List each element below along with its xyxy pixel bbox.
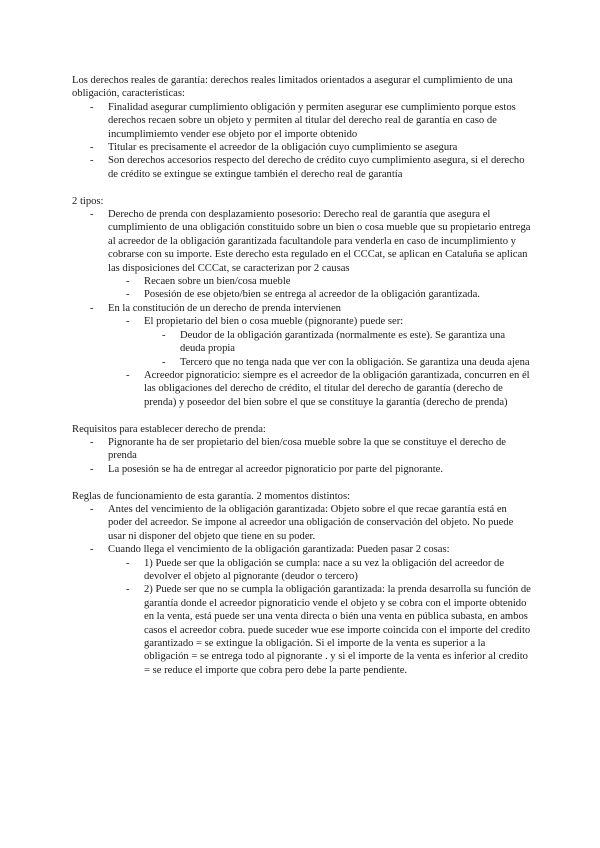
sublist <box>108 315 532 409</box>
bullet-dash: - <box>126 557 130 569</box>
reglas-section <box>72 490 532 678</box>
list-item-text: Son derechos accesorios respecto del derecho de crédito cuyo cumplimiento asegura, si el derecho de crédito se extingue se extingue también el derecho real de garantía <box>108 155 525 180</box>
list-item <box>72 302 532 409</box>
list-item-text: Posesión de ese objeto/bien se entrega al acreedor de la obligación garantizada. <box>144 289 480 301</box>
list-item <box>108 315 532 369</box>
paragraph-gap <box>72 476 532 489</box>
list-item <box>108 288 532 301</box>
list-item-text: En la constitución de un derecho de prenda intervienen <box>108 302 341 314</box>
list-item <box>72 543 532 677</box>
tipos-section <box>72 195 532 410</box>
bullet-dash: - <box>90 302 94 314</box>
list-item <box>108 583 532 677</box>
list-item <box>108 557 532 584</box>
bullet-dash: - <box>90 101 94 113</box>
bullet-dash: - <box>90 544 94 556</box>
bullet-dash: - <box>162 356 166 368</box>
list-item-text: 2) Puede ser que no se cumpla la obligación garantizada: la prenda desarrolla su función de garantía donde el acreedor pignoraticio vende el objeto y se cobra con el importe obtenido en la venta, está puede ser una venta directa o bién una venta en pública subasta, en ambos casos el acreedor cobra. puede suceder wue ese importe coincida con el importe del credito garantizado = se extingue la obligación. Si el importe de la venta es superior a la obligación = se entrega todo al pignorante . y si el importe de la venta es inferior al credito = se reduce el importe que cobra pero debe la parte pendiente. <box>144 584 531 676</box>
list-item-text: Pignorante ha de ser propietario del bien/cosa mueble sobre la que se constituye el derecho de prenda <box>108 436 507 462</box>
list-item <box>144 329 532 356</box>
bullet-dash: - <box>126 276 130 288</box>
list-item-text: Tercero que no tenga nada que ver con la obligación. Se garantiza una deuda ajena <box>180 356 530 368</box>
reglas-list <box>72 503 532 677</box>
intro-section <box>72 74 532 181</box>
paragraph-gap <box>72 181 532 194</box>
list-item-text: Finalidad asegurar cumplimiento obligación y permiten asegurar ese cumplimiento porque estos derechos recaen sobre un objeto y permiten al titular del derecho real de garantía en caso de incumplimiemto vender ese objeto por el importe obtenido <box>108 101 516 140</box>
list-item-text: Deudor de la obligación garantizada (normalmente es este). Se garantiza una deuda propia <box>180 329 506 355</box>
list-item-text: Antes del vencimiento de la obligación garantizada: Objeto sobre el que recae garantía está en poder del acreedor. Se impone al acreedor una obligación de conservación del objeto. No puede usar ni disponer del objeto que tiene en su poder. <box>108 503 514 542</box>
bullet-dash: - <box>162 329 166 341</box>
list-item-text: El propietario del bien o cosa mueble (pignorante) puede ser: <box>144 316 404 328</box>
list-item-text: Derecho de prenda con desplazamiento posesorio: Derecho real de garantía que asegura el cumplimiento de una obligación constituido sobre un bien o cosa mueble que su propietario entrega al acreedor de la obligación garantizada facultandole para venderla en caso de incumplimiento y cobrarse con su importe. Este derecho esta regulado en el CCCat, se aplican en Cataluña se aplican las disposiciones del CCCat, se caracterizan por 2 causas <box>108 209 531 274</box>
list-item <box>144 356 532 369</box>
requisitos-heading: Requisitos para establecer derecho de prenda: <box>72 423 266 435</box>
bullet-dash: - <box>90 142 94 154</box>
requisitos-section <box>72 423 532 477</box>
sublist <box>108 557 532 678</box>
sublist <box>108 275 532 302</box>
list-item <box>72 154 532 181</box>
list-item <box>72 141 532 154</box>
requisitos-list <box>72 436 532 476</box>
intro-paragraph: Los derechos reales de garantía: derechos reales limitados orientados a asegurar el cumplimiento de una obligación, características: <box>72 75 513 100</box>
list-item-text: Acreedor pignoraticio: siempre es el acreedor de la obligación garantizada, concurren en él las obligaciones del derecho de crédito, el titular del derecho de garantía (derecho de prenda) y poseedor del bien sobre el que se constituye la garantía (derecho de prenda) <box>144 369 530 408</box>
list-item-text: Titular es precisamente el acreedor de la obligación cuyo cumplimiento se asegura <box>108 142 458 154</box>
bullet-dash: - <box>126 289 130 301</box>
list-item-text: 1) Puede ser que la obligación se cumpla: nace a su vez la obligación del acreedor de devolver el objeto al pignorante (deudor o tercero) <box>144 557 505 582</box>
intro-list <box>72 101 532 181</box>
bullet-dash: - <box>90 436 94 448</box>
list-item <box>72 208 532 302</box>
paragraph-gap <box>72 409 532 422</box>
bullet-dash: - <box>90 503 94 515</box>
list-item-text: Recaen sobre un bien/cosa mueble <box>144 276 291 288</box>
list-item-text: Cuando llega el vencimiento de la obligación garantizada: Pueden pasar 2 cosas: <box>108 544 450 556</box>
bullet-dash: - <box>126 584 130 596</box>
bullet-dash: - <box>90 209 94 221</box>
bullet-dash: - <box>90 155 94 167</box>
tipos-list <box>72 208 532 409</box>
list-item <box>72 101 532 141</box>
list-item <box>72 503 532 543</box>
list-item <box>108 275 532 288</box>
sublist <box>144 329 532 369</box>
list-item <box>72 463 532 476</box>
list-item <box>72 436 532 463</box>
bullet-dash: - <box>90 463 94 475</box>
list-item-text: La posesión se ha de entregar al acreedor pignoraticio por parte del pignorante. <box>108 463 444 475</box>
tipos-heading: 2 tipos: <box>72 195 104 207</box>
document-body <box>72 74 532 677</box>
list-item <box>108 369 532 409</box>
bullet-dash: - <box>126 369 130 381</box>
bullet-dash: - <box>126 316 130 328</box>
reglas-heading: Reglas de funcionamiento de esta garantía. 2 momentos distintos: <box>72 490 351 502</box>
